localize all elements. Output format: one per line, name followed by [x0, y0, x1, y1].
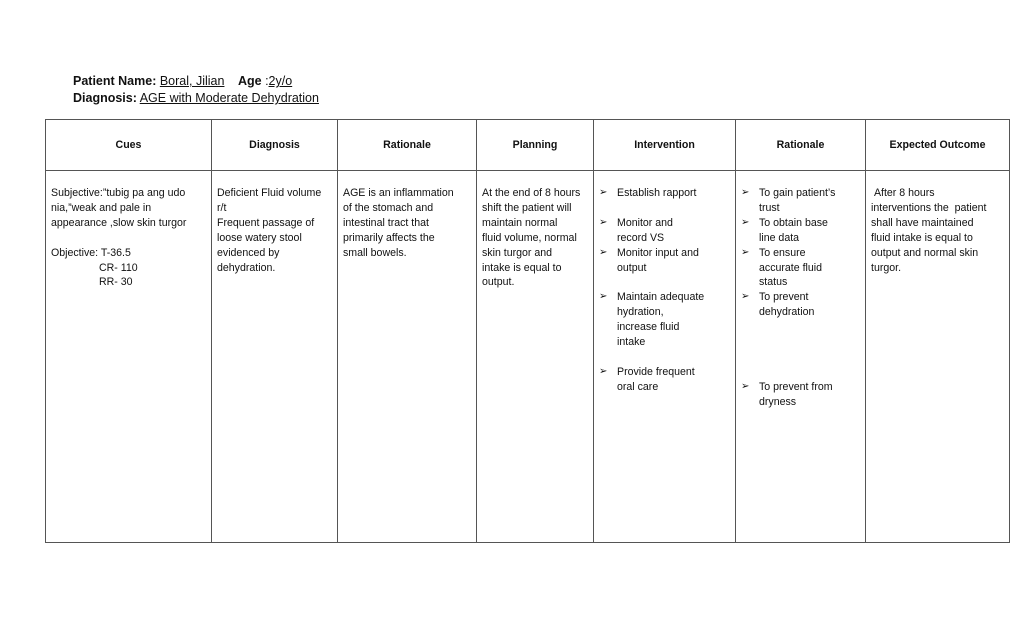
expected-outcome-line: fluid intake is equal to: [871, 231, 973, 244]
intervention-line: Provide frequent: [617, 365, 695, 378]
patient-name-value: Boral, Jilian: [159, 74, 225, 88]
arrowhead-bullet-icon: ➢: [599, 291, 608, 303]
cues-objective-line: Objective: T-36.5: [51, 246, 131, 259]
intervention-line: Monitor and: [617, 216, 673, 229]
col-header-intervention-rationale: Rationale: [736, 120, 866, 171]
diagnosis-cell: [212, 171, 338, 543]
planning-line: At the end of 8 hours: [482, 187, 581, 199]
arrowhead-bullet-icon: ➢: [741, 216, 750, 228]
cues-cell: [46, 171, 212, 543]
intervention-rationale-line: To gain patient’s: [759, 187, 836, 199]
age-separator: :: [265, 74, 269, 88]
intervention-rationale-list: [741, 186, 860, 410]
intervention-line: Maintain adequate: [617, 291, 705, 304]
expected-outcome-line: shall have maintained: [871, 216, 974, 229]
col-header-cues: Cues: [46, 120, 212, 171]
list-item: [599, 290, 730, 350]
age-label: Age: [237, 74, 262, 88]
patient-name-label: Patient Name:: [73, 74, 157, 88]
diagnosis-line: dehydration.: [217, 261, 276, 274]
table-header-row: [46, 120, 1010, 171]
planning-line: shift the patient will: [482, 201, 572, 214]
intervention-rationale-line: To prevent from: [759, 380, 833, 393]
planning-line: maintain normal: [482, 216, 558, 229]
diagnosis-line: Deficient Fluid volume: [217, 187, 322, 199]
planning-line: fluid volume, normal: [482, 231, 577, 244]
col-header-rationale: Rationale: [338, 120, 477, 171]
planning-line: output.: [482, 276, 515, 289]
age-value: 2y/o: [268, 74, 293, 88]
arrowhead-bullet-icon: ➢: [599, 216, 608, 228]
list-item: [599, 216, 730, 246]
intervention-line: oral care: [617, 380, 659, 393]
list-item: [741, 186, 860, 216]
diagnosis-line: evidenced by: [217, 246, 280, 259]
diagnosis-row: [73, 90, 319, 107]
intervention-rationale-line: status: [759, 276, 788, 289]
rationale-line: primarily affects the: [343, 231, 435, 244]
expected-outcome-cell: [866, 171, 1010, 543]
cues-subjective-line: Subjective:”tubig pa ang udo: [51, 187, 186, 199]
arrowhead-bullet-icon: ➢: [741, 380, 750, 392]
intervention-list: [599, 186, 730, 395]
col-header-intervention: Intervention: [594, 120, 736, 171]
planning-cell: [477, 171, 594, 543]
intervention-line: Establish rapport: [617, 187, 697, 199]
expected-outcome-line: turgor.: [871, 261, 902, 274]
nursing-care-plan-table: [45, 119, 1010, 543]
rationale-line: of the stomach and: [343, 201, 434, 214]
intervention-rationale-line: To ensure: [759, 246, 806, 259]
rationale-line: intestinal tract that: [343, 216, 429, 229]
arrowhead-bullet-icon: ➢: [741, 246, 750, 258]
list-item: [741, 216, 860, 246]
rationale-line: AGE is an inflammation: [343, 187, 454, 199]
col-header-diagnosis: Diagnosis: [212, 120, 338, 171]
diagnosis-line: Frequent passage of: [217, 216, 315, 229]
diagnosis-line: r/t: [217, 201, 227, 214]
arrowhead-bullet-icon: ➢: [599, 246, 608, 258]
diagnosis-line: loose watery stool: [217, 231, 302, 244]
list-item: [599, 246, 730, 276]
intervention-rationale-line: accurate fluid: [759, 261, 823, 274]
intervention-line: hydration,: [617, 306, 664, 319]
planning-line: intake is equal to: [482, 261, 562, 274]
arrowhead-bullet-icon: ➢: [741, 187, 750, 198]
intervention-rationale-line: dryness: [759, 395, 797, 408]
intervention-line: increase fluid: [617, 321, 680, 334]
expected-outcome-line: interventions the patient: [871, 201, 987, 214]
patient-header: [73, 73, 319, 107]
intervention-rationale-line: dehydration: [759, 306, 815, 319]
cues-objective-value: CR- 110: [99, 261, 138, 274]
arrowhead-bullet-icon: ➢: [599, 365, 608, 377]
list-item: [599, 186, 730, 201]
intervention-line: output: [617, 261, 647, 274]
diagnosis-value: AGE with Moderate Dehydration: [139, 91, 319, 105]
list-item: [741, 380, 860, 410]
list-item: [741, 290, 860, 320]
patient-name-row: [73, 73, 319, 90]
arrowhead-bullet-icon: ➢: [599, 187, 608, 198]
intervention-rationale-line: line data: [759, 231, 800, 244]
intervention-rationale-cell: [736, 171, 866, 543]
rationale-line: small bowels.: [343, 246, 407, 259]
planning-line: skin turgor and: [482, 246, 553, 259]
intervention-line: record VS: [617, 231, 665, 244]
cues-objective-value: RR- 30: [99, 276, 133, 289]
list-item: [741, 246, 860, 291]
intervention-rationale-line: To obtain base: [759, 216, 828, 229]
table-row: [46, 171, 1010, 543]
cues-subjective-line: nia,”weak and pale in: [51, 201, 152, 214]
intervention-line: Monitor input and: [617, 246, 699, 259]
arrowhead-bullet-icon: ➢: [741, 291, 750, 303]
cues-subjective-line: appearance ,slow skin turgor: [51, 216, 187, 229]
col-header-expected-outcome: Expected Outcome: [866, 120, 1010, 171]
intervention-rationale-line: To prevent: [759, 291, 809, 304]
intervention-line: intake: [617, 336, 646, 349]
col-header-planning: Planning: [477, 120, 594, 171]
expected-outcome-line: After 8 hours: [871, 187, 935, 199]
list-item: [599, 365, 730, 395]
diagnosis-label: Diagnosis:: [73, 91, 137, 105]
intervention-cell: [594, 171, 736, 543]
rationale-cell: [338, 171, 477, 543]
intervention-rationale-line: trust: [759, 201, 780, 214]
expected-outcome-line: output and normal skin: [871, 246, 979, 259]
